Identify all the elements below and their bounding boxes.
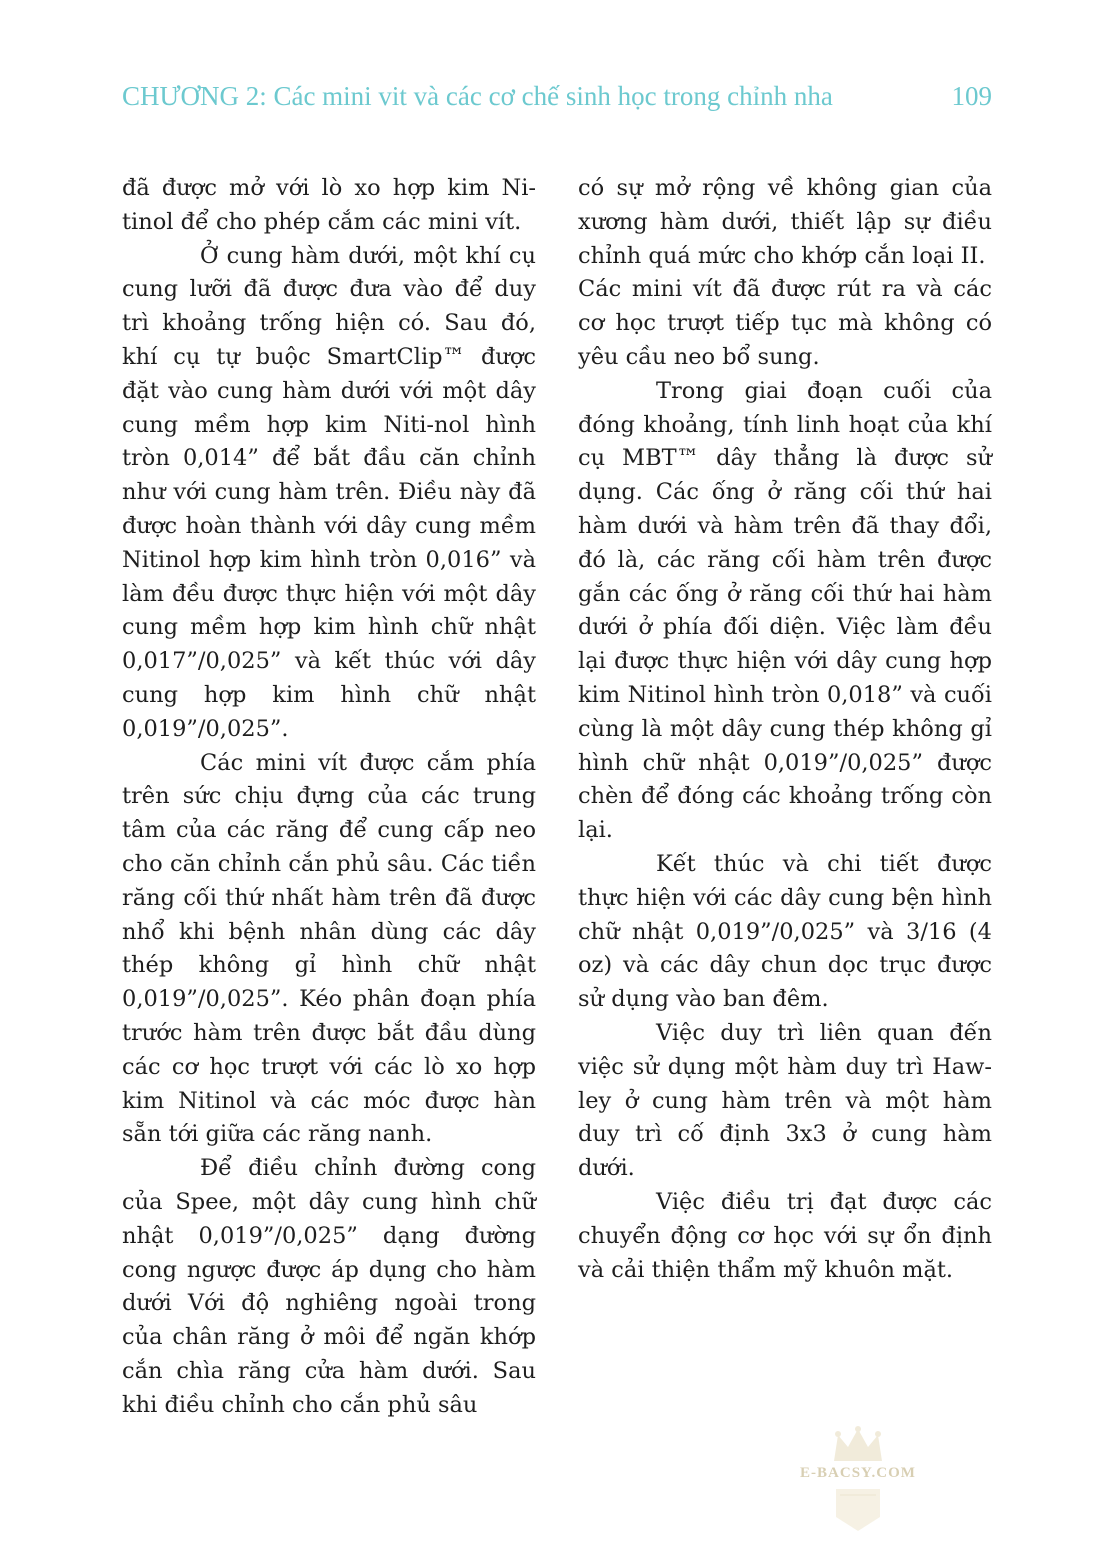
paragraph-curve-of-spee: Để điều chỉnh đường cong của Spee, một dây cung hình chữ nhật 0,019”/0,025” dạng đường cong ngược được áp dụng cho hàm dưới Với độ nghiêng ngoài trong của chân răng ở môi để ngăn khớp cắn chìa răng cửa hàm dưới. Sau khi điều chỉnh cho cắn phủ sâu: [122, 1155, 536, 1418]
paragraph-screw-removal: Các mini vít đã được rút ra và các cơ học trượt tiếp tục mà không có yêu cầu neo bổ sung.: [578, 276, 992, 370]
paragraph-retention: Việc duy trì liên quan đến việc sử dụng một hàm duy trì Haw-ley ở cung hàm trên và một hàm duy trì cố định 3x3 ở cung hàm dưới.: [578, 1019, 992, 1182]
paragraph-space-closure: Trong giai đoạn cuối của đóng khoảng, tính linh hoạt của khí cụ MBT™ dây thẳng là được sử dụng. Các ống ở răng cối thứ hai hàm dưới và hàm trên đã thay đổi, đó là, các răng cối hàm trên được gắn các ống ở răng cối thứ hai hàm dưới ở phía đối diện. Việc làm đều lại được thực hiện với dây cung hợp kim Nitinol hình tròn 0,018” và cuối cùng là một dây cung thép không gỉ hình chữ nhật 0,019”/0,025” được chèn để đóng các khoảng trống còn lại.: [578, 377, 992, 844]
watermark-text: E-BACSY.COM: [800, 1465, 916, 1481]
right-text-column: [578, 172, 992, 1287]
paragraph-continuation-right: có sự mở rộng về không gian của xương hàm dưới, thiết lập sự điều chỉnh quá mức cho khớp cắn loại II.: [578, 175, 992, 269]
page-number: 109: [951, 81, 992, 111]
paragraph-continuation: đã được mở với lò xo hợp kim Ni-tinol để cho phép cắm các mini vít.: [122, 175, 536, 235]
paragraph-finishing: Kết thúc và chi tiết được thực hiện với các dây cung bện hình chữ nhật 0,019”/0,025” và 3/16 (4 oz) và các dây chun dọc trục được sử dụng vào ban đêm.: [578, 850, 992, 1013]
paragraph-outcome: Việc điều trị đạt được các chuyển động cơ học với sự ổn định và cải thiện thẩm mỹ khuôn mặt.: [578, 1188, 992, 1283]
chapter-title: CHƯƠNG 2: Các mini vit và các cơ chế sinh học trong chỉnh nha: [122, 81, 833, 111]
left-text-column: [122, 172, 536, 1422]
page-header: [122, 78, 992, 114]
watermark-logo: [792, 1425, 924, 1533]
paragraph-mini-screws: Các mini vít được cắm phía trên sức chịu đựng của các trung tâm của các răng để cung cấp neo cho căn chỉnh cắn phủ sâu. Các tiền răng cối thứ nhất hàm trên đã được nhổ khi bệnh nhân dùng các dây thép không gỉ hình chữ nhật 0,019”/0,025”. Kéo phân đoạn phía trước hàm trên được bắt đầu dùng các cơ học trượt với các lò xo hợp kim Nitinol và các móc được hàn sẵn tới giữa các răng nanh.: [122, 749, 536, 1148]
paragraph-lower-arch: Ở cung hàm dưới, một khí cụ cung lưỡi đã được đưa vào để duy trì khoảng trống hiện có. Sau đó, khí cụ tự buộc SmartClip™ được đặt vào cung hàm dưới với một dây cung mềm hợp kim Niti-nol hình tròn 0,014” để bắt đầu căn chỉnh như với cung hàm trên. Điều này đã được hoàn thành với dây cung mềm Nitinol hợp kim hình tròn 0,016” và làm đều được thực hiện với một dây cung mềm hợp kim hình chữ nhật 0,017”/0,025” và kết thúc với dây cung hợp kim hình chữ nhật 0,019”/0,025”.: [122, 242, 536, 742]
